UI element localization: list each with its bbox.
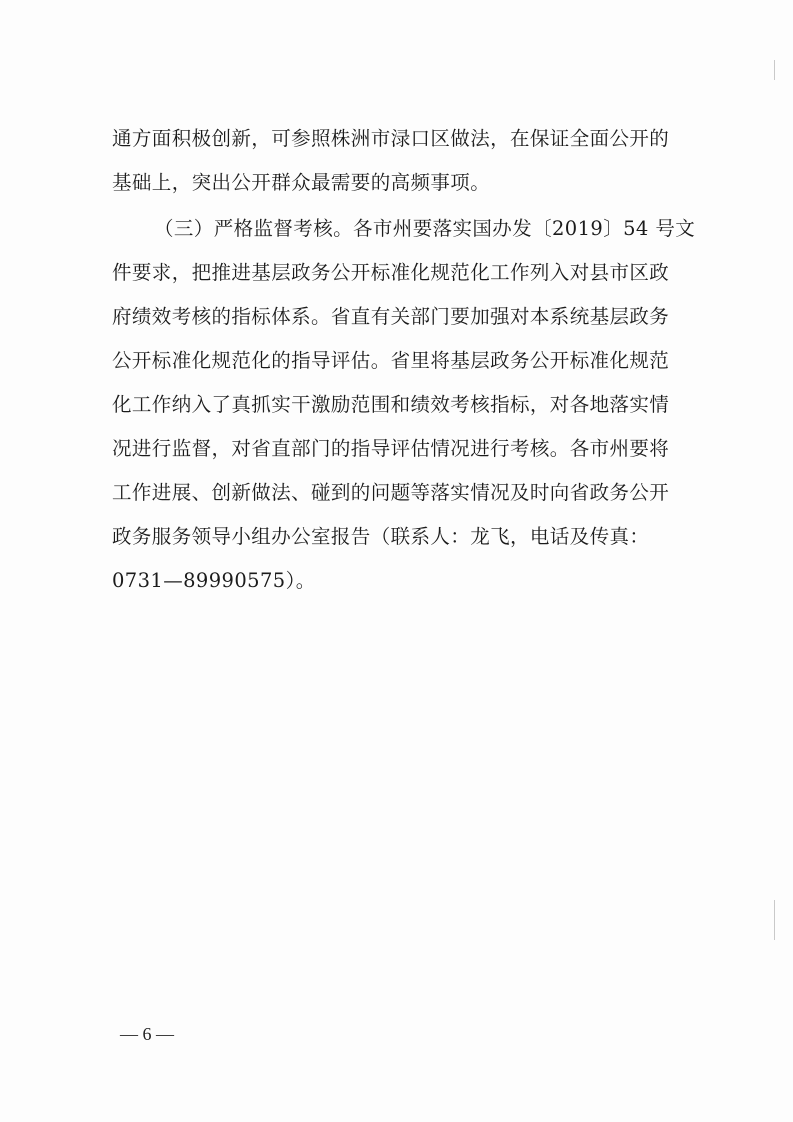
text-line-9: 工作进展、创新做法、碰到的问题等落实情况及时向省政务公开	[112, 481, 670, 504]
text-line-11: 0731—89990575）。	[112, 569, 316, 592]
page-number: — 6 —	[120, 1024, 174, 1044]
scan-edge-mark	[774, 60, 775, 80]
text-line-6: 公开标准化规范化的指导评估。省里将基层政务公开标准化规范	[112, 349, 670, 372]
text-line-1: 通方面积极创新，可参照株洲市渌口区做法，在保证全面公开的	[112, 127, 670, 150]
text-line-8: 况进行监督，对省直部门的指导评估情况进行考核。各市州要将	[112, 437, 670, 460]
text-line-5: 府绩效考核的指标体系。省直有关部门要加强对本系统基层政务	[112, 305, 670, 328]
scan-edge-mark	[774, 900, 775, 940]
text-line-4: 件要求，把推进基层政务公开标准化规范化工作列入对县市区政	[112, 261, 670, 284]
text-line-7: 化工作纳入了真抓实干激励范围和绩效考核指标，对各地落实情	[112, 393, 670, 416]
text-line-10: 政务服务领导小组办公室报告（联系人：龙飞，电话及传真：	[112, 525, 650, 548]
text-line-3: （三）严格监督考核。各市州要落实国办发〔2019〕54 号文	[154, 217, 696, 240]
text-line-2: 基础上，突出公开群众最需要的高频事项。	[112, 171, 491, 194]
